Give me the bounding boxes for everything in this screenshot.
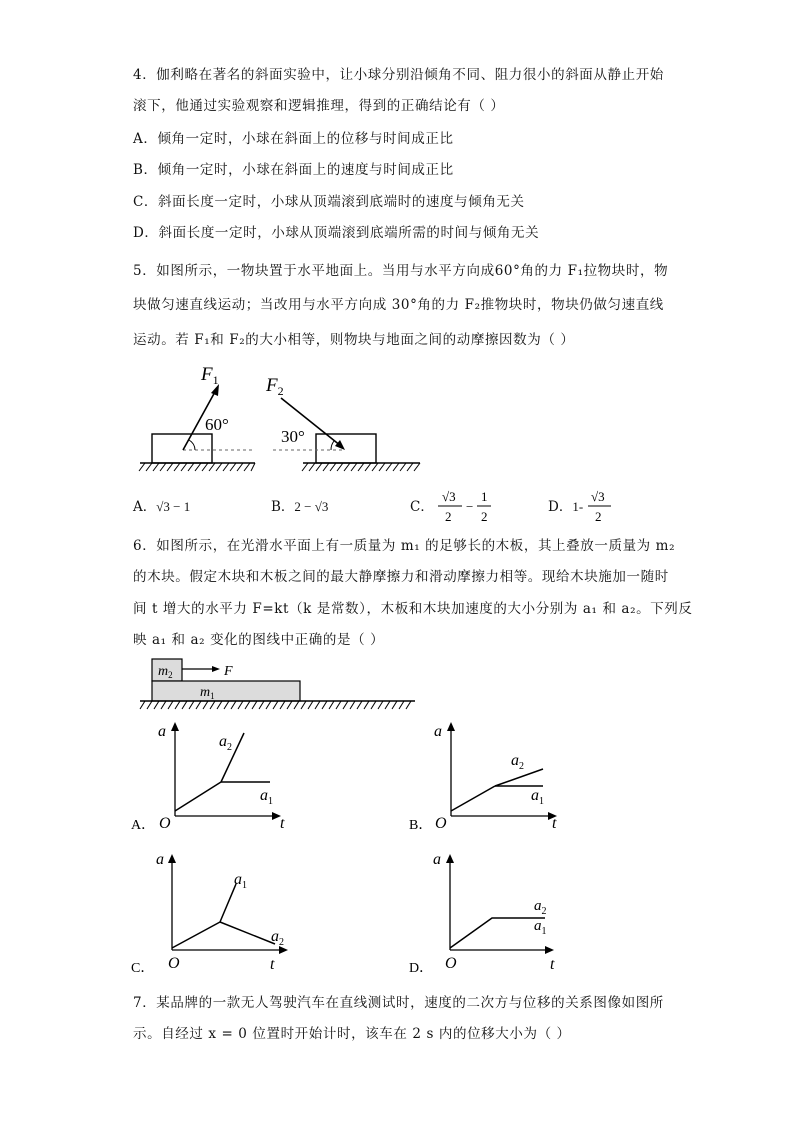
- q5-option-b-letter: B．: [271, 499, 295, 515]
- q5-option-c-expr: [436, 487, 496, 527]
- q6-graph-c-a2-line: [220, 922, 275, 944]
- q6-graph-d-shared-line: [450, 918, 545, 948]
- q5-option-b-expr: 2 − √3: [294, 499, 329, 514]
- q6-figure: [140, 656, 440, 716]
- q6-graph-a-shared-line: [175, 782, 221, 811]
- q6-force-arrowhead: [212, 666, 220, 672]
- q6-graph-a-x-label: t: [280, 815, 285, 832]
- q5-option-a-expr: √3 − 1: [156, 499, 191, 514]
- svg-text:2: 2: [445, 509, 452, 524]
- q6-graph-d-lower-label: $a_1$: [534, 918, 547, 937]
- q6-graph-a-origin: O: [159, 815, 171, 832]
- q5-option-d-expr: [587, 487, 617, 527]
- q6-graph-d-y-label: a: [433, 851, 441, 868]
- svg-text:m1: $m_1$: [200, 685, 215, 701]
- q6-graph-d-x-label: t: [550, 956, 555, 973]
- svg-text:2: 2: [481, 509, 488, 524]
- q6-graph-d-letter: D．: [409, 961, 434, 976]
- svg-text:√3: √3: [591, 489, 605, 504]
- q6-graph-b-origin: O: [435, 815, 447, 832]
- q6-graph-a-letter: A．: [131, 818, 156, 833]
- q5-stem-line1: 5．如图所示，一物块置于水平地面上。当用与水平方向成60°角的力 F₁拉物块时，物: [133, 263, 669, 279]
- q6-graph-b-shared-line: [451, 786, 495, 811]
- q6-graph-c-shared-line: [172, 922, 220, 948]
- q6-graph-c-origin: O: [168, 955, 180, 972]
- q5-option-c: [410, 498, 434, 516]
- svg-text:m2: $m_2$: [158, 664, 173, 680]
- q5-option-a: [133, 498, 190, 516]
- q5-f1-angle-arc: [189, 440, 195, 450]
- q6-graph-d-origin: O: [445, 955, 457, 972]
- q5-option-c-letter: C．: [410, 499, 434, 515]
- q6-graph-c-lower-label: $a_2$: [271, 928, 284, 948]
- q5-option-b: [271, 498, 328, 516]
- q6-stem-line4: 映 a₁ 和 a₂ 变化的图线中正确的是（ ）: [133, 632, 385, 648]
- svg-text:F: F: [224, 664, 233, 679]
- q5-f2-sub: 2: [277, 384, 284, 398]
- q5-option-d-letter: D．: [548, 499, 573, 515]
- q4-option-d: D．斜面长度一定时，小球从顶端滚到底端所需的时间与倾角无关: [133, 225, 540, 241]
- q6-graph-a-y-label: a: [158, 723, 166, 740]
- q5-stem-line3: 运动。若 F₁和 F₂的大小相等，则物块与地面之间的动摩擦因数为（ ）: [133, 332, 575, 348]
- q4-option-a: A．倾角一定时，小球在斜面上的位移与时间成正比: [133, 131, 454, 147]
- q5-block-right: [316, 434, 376, 463]
- q5-stem-line2: 块做匀速直线运动；当改用与水平方向成 30°角的力 F₂推物块时，物块仍做匀速直线: [133, 297, 664, 313]
- q5-option-d-pre: 1-: [572, 499, 584, 514]
- q7-stem-line2: 示。自经过 x = 0 位置时开始计时，该车在 2 s 内的位移大小为（ ）: [133, 1026, 571, 1042]
- q6-stem-line2: 的木块。假定木块和木板之间的最大静摩擦力和滑动摩擦力相等。现给木块施加一随时: [133, 569, 669, 585]
- q6-graph-c-a1-line: [220, 884, 236, 922]
- q4-stem-line2: 滚下，他通过实验观察和逻辑推理，得到的正确结论有（ ）: [133, 98, 505, 114]
- q4-option-c: C．斜面长度一定时，小球从顶端滚到底端时的速度与倾角无关: [133, 194, 525, 210]
- q5-ground-hatch-right: [302, 463, 420, 471]
- q6-graph-d-upper-label: $a_2$: [534, 898, 547, 917]
- q5-f1-angle: 60°: [205, 415, 229, 434]
- q5-f1-sub: 1: [212, 373, 219, 387]
- q6-graph-a-upper-label: $a_2$: [219, 733, 232, 753]
- q6-graph-d: [408, 848, 568, 978]
- q6-graph-b-upper-label: $a_2$: [511, 752, 524, 772]
- svg-text:2: 2: [595, 509, 602, 524]
- q6-ground-hatch: [140, 701, 411, 709]
- q6-graph-b-y-label: a: [434, 723, 442, 740]
- q6-graph-c: [130, 848, 290, 978]
- q5-option-a-letter: A．: [133, 499, 157, 515]
- q5-block-left: [152, 434, 212, 463]
- q6-graph-c-upper-label: $a_1$: [234, 871, 247, 891]
- q6-graph-c-letter: C．: [131, 961, 155, 976]
- svg-text:√3: √3: [442, 489, 456, 504]
- q5-f2-label: $F_2$: [266, 375, 284, 398]
- q4-option-b: B．倾角一定时，小球在斜面上的速度与时间成正比: [133, 162, 454, 178]
- q6-graph-c-y-label: a: [156, 851, 164, 868]
- q6-stem-line3: 间 t 增大的水平力 F=kt（k 是常数），木板和木块加速度的大小分别为 a₁ 和 a₂。下列反: [133, 601, 693, 617]
- q6-stem-line1: 6．如图所示，在光滑水平面上有一质量为 m₁ 的足够长的木板，其上叠放一质量为 m₂: [133, 538, 676, 554]
- q6-graph-a-lower-label: $a_1$: [260, 787, 273, 807]
- q5-ground-hatch-left: [139, 463, 255, 471]
- q7-stem-line1: 7．某品牌的一款无人驾驶汽车在直线测试时，速度的二次方与位移的关系图像如图所: [133, 995, 664, 1011]
- q6-graph-a: [130, 716, 290, 836]
- q6-graph-c-x-label: t: [270, 956, 275, 973]
- svg-text:1: 1: [481, 489, 488, 504]
- q5-option-d: [548, 498, 583, 516]
- q4-stem-line1: 4．伽利略在著名的斜面实验中，让小球分别沿倾角不同、阻力很小的斜面从静止开始: [133, 67, 664, 83]
- q6-graph-b-letter: B．: [409, 818, 433, 833]
- q5-f1-label: $F_1$: [201, 364, 219, 387]
- q5-f2-angle: 30°: [281, 427, 305, 446]
- q6-graph-b-x-label: t: [552, 815, 557, 832]
- svg-text:−: −: [466, 499, 474, 514]
- q6-graph-b-lower-label: $a_1$: [531, 787, 544, 807]
- q6-graph-b: [408, 716, 568, 836]
- q6-board-m1: [152, 681, 300, 701]
- q5-figure: [135, 362, 435, 472]
- q5-f2-angle-arc: [331, 441, 334, 450]
